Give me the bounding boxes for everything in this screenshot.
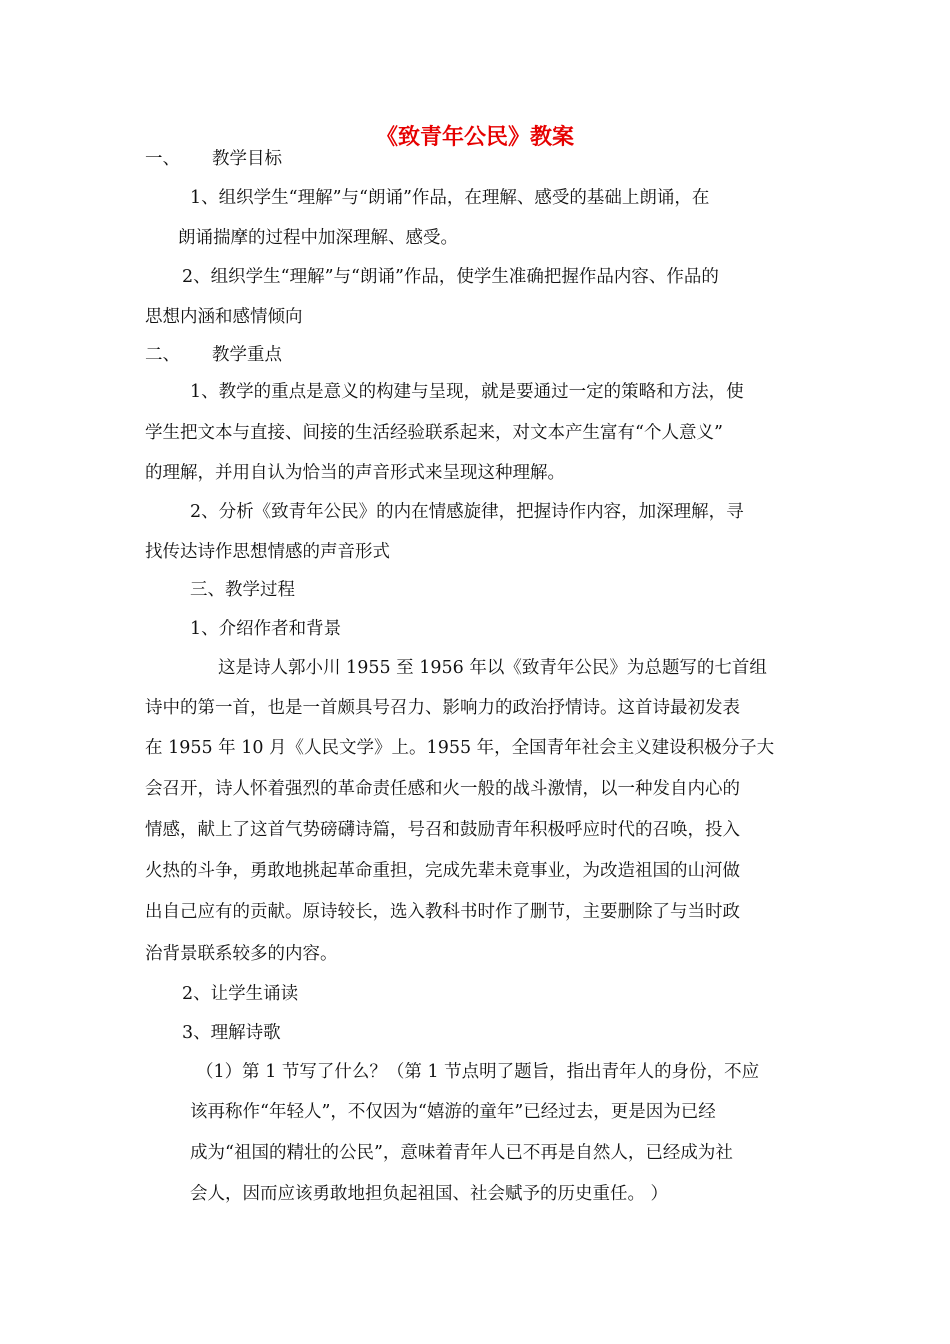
paragraph-line: 2、组织学生“理解”与“朗诵”作品，使学生准确把握作品内容、作品的 <box>182 267 719 287</box>
paragraph-line: 2、分析《致青年公民》的内在情感旋律，把握诗作内容，加深理解，寻 <box>190 502 744 522</box>
paragraph-line: 出自己应有的贡献。原诗较长，选入教科书时作了删节，主要删除了与当时政 <box>145 902 740 922</box>
section-heading-process: 三、教学过程 <box>190 580 295 600</box>
paragraph-line: 会召开，诗人怀着强烈的革命责任感和火一般的战斗激情，以一种发自内心的 <box>145 779 740 799</box>
paragraph-line: 的理解，并用自认为恰当的声音形式来呈现这种理解。 <box>145 463 565 483</box>
paragraph-line: 火热的斗争，勇敢地挑起革命重担，完成先辈未竟事业，为改造祖国的山河做 <box>145 861 740 881</box>
paragraph-line: 会人，因而应该勇敢地担负起祖国、社会赋予的历史重任。 ） <box>190 1184 669 1204</box>
paragraph-line: 情感，献上了这首气势磅礴诗篇，号召和鼓励青年积极呼应时代的召唤，投入 <box>145 820 740 840</box>
paragraph-line: 朗诵揣摩的过程中加深理解、感受。 <box>178 228 458 248</box>
paragraph-line: 在 1955 年 10 月《人民文学》上。1955 年，全国青年社会主义建设积极分子大 <box>145 738 775 758</box>
paragraph-line: 治背景联系较多的内容。 <box>145 944 338 964</box>
paragraph-line: 这是诗人郭小川 1955 至 1956 年以《致青年公民》为总题写的七首组 <box>218 658 767 678</box>
paragraph-line: （1）第 1 节写了什么？（第 1 节点明了题旨，指出青年人的身份，不应 <box>196 1062 760 1082</box>
document-title: 《致青年公民》教案 <box>375 124 574 150</box>
paragraph-line: 该再称作“年轻人”，不仅因为“嬉游的童年”已经过去，更是因为已经 <box>190 1102 716 1122</box>
paragraph-line: 成为“祖国的精壮的公民”，意味着青年人已不再是自然人，已经成为社 <box>190 1143 733 1163</box>
section-heading-text: 教学重点 <box>212 345 282 365</box>
paragraph-line: 学生把文本与直接、间接的生活经验联系起来，对文本产生富有“个人意义” <box>145 423 723 443</box>
paragraph-line: 1、组织学生“理解”与“朗诵”作品，在理解、感受的基础上朗诵，在 <box>190 188 710 208</box>
paragraph-line: 1、教学的重点是意义的构建与呈现，就是要通过一定的策略和方法，使 <box>190 382 744 402</box>
section-heading-text: 教学目标 <box>212 149 282 169</box>
section-number: 二、 <box>145 345 180 365</box>
subsection-heading: 2、让学生诵读 <box>182 984 299 1004</box>
paragraph-line: 找传达诗作思想情感的声音形式 <box>145 542 390 562</box>
section-number: 一、 <box>145 149 180 169</box>
subsection-heading: 3、理解诗歌 <box>182 1023 281 1043</box>
subsection-heading: 1、介绍作者和背景 <box>190 619 342 639</box>
paragraph-line: 思想内涵和感情倾向 <box>145 307 303 327</box>
paragraph-line: 诗中的第一首，也是一首颇具号召力、影响力的政治抒情诗。这首诗最初发表 <box>145 698 740 718</box>
